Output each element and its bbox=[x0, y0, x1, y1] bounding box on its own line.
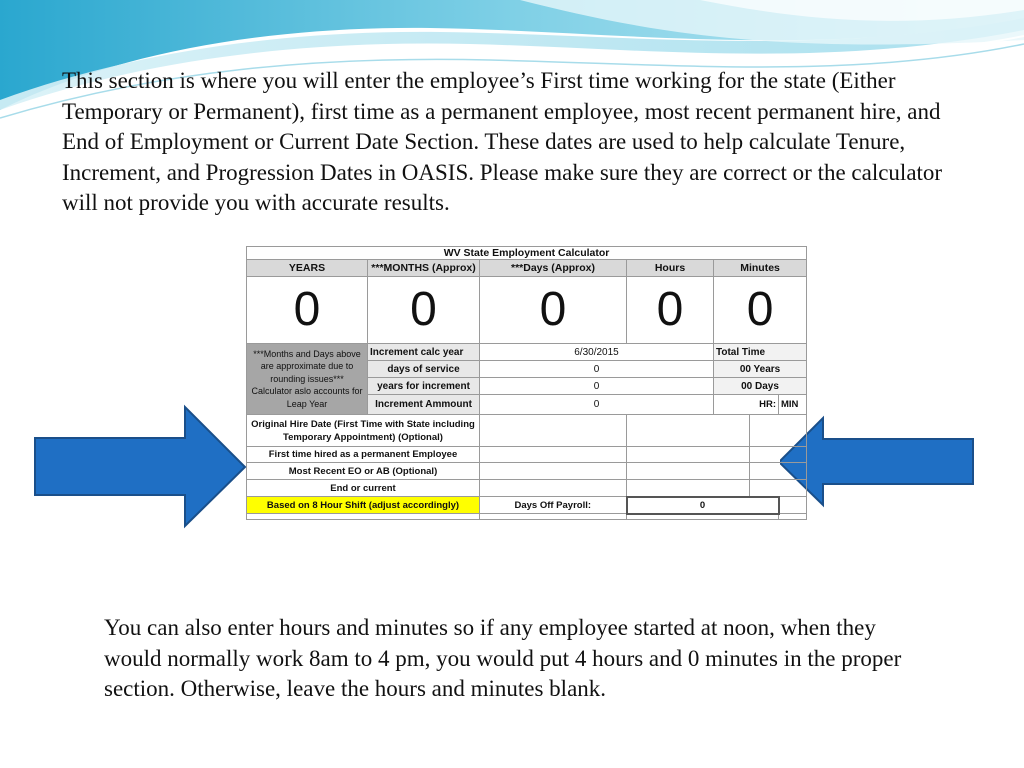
first-permanent-minutes-input[interactable] bbox=[750, 447, 807, 463]
header-days: ***Days (Approx) bbox=[480, 260, 627, 277]
days-off-spacer-cell bbox=[779, 497, 807, 514]
most-recent-eo-ab-label: Most Recent EO or AB (Optional) bbox=[247, 463, 480, 480]
blank-cell bbox=[779, 514, 807, 520]
total-days-value: 00 Days bbox=[714, 378, 807, 395]
original-hire-minutes-input[interactable] bbox=[750, 415, 807, 447]
blank-cell bbox=[627, 514, 779, 520]
days-off-payroll-input[interactable]: 0 bbox=[627, 497, 779, 514]
header-minutes: Minutes bbox=[714, 260, 807, 277]
most-recent-eo-ab-input[interactable] bbox=[480, 463, 627, 480]
blank-cell bbox=[480, 514, 627, 520]
original-hire-date-label: Original Hire Date (First Time with State including Temporary Appointment) (Optional) bbox=[247, 415, 480, 447]
blank-cell bbox=[247, 514, 480, 520]
header-months: ***MONTHS (Approx) bbox=[368, 260, 480, 277]
hr-label: HR: bbox=[714, 395, 779, 415]
min-label: MIN bbox=[779, 395, 807, 415]
hours-value: 0 bbox=[627, 277, 714, 344]
total-time-label: Total Time bbox=[714, 344, 807, 361]
original-hire-date-input[interactable] bbox=[480, 415, 627, 447]
minutes-value: 0 bbox=[714, 277, 807, 344]
most-recent-hours-input[interactable] bbox=[627, 463, 750, 480]
approximation-note: ***Months and Days above are approximate due to rounding issues*** Calculator aslo accounts for Leap Year bbox=[247, 344, 368, 415]
years-for-increment-value: 0 bbox=[480, 378, 714, 395]
hours-minutes-paragraph: You can also enter hours and minutes so if any employee started at noon, when they would normally work 8am to 4 pm, you would put 4 hours and 0 minutes in the proper section. Otherwise, leave the hours and minutes blank. bbox=[104, 615, 902, 701]
months-value: 0 bbox=[368, 277, 480, 344]
increment-amount-label: Increment Ammount bbox=[368, 395, 480, 415]
increment-calc-year-value[interactable]: 6/30/2015 bbox=[480, 344, 714, 361]
intro-paragraph: This section is where you will enter the employee’s First time working for the state (Either Temporary or Permanent), first time as a permanent employee, most recent permanent hire, and End of Employment or Current Date Section. These dates are used to help calculate Tenure, Increment, and Progression Dates in OASIS. Please make sure they are correct or the calculator will not provide you with accurate results. bbox=[62, 68, 943, 215]
first-permanent-hours-input[interactable] bbox=[627, 447, 750, 463]
first-permanent-hire-input[interactable] bbox=[480, 447, 627, 463]
end-or-current-input[interactable] bbox=[480, 480, 627, 497]
first-permanent-hire-label: First time hired as a permanent Employee bbox=[247, 447, 480, 463]
shift-basis-label: Based on 8 Hour Shift (adjust accordingly) bbox=[247, 497, 480, 514]
header-years: YEARS bbox=[247, 260, 368, 277]
years-for-increment-label: years for increment bbox=[368, 378, 480, 395]
right-arrow-icon bbox=[33, 405, 249, 529]
years-value: 0 bbox=[247, 277, 368, 344]
total-years-value: 00 Years bbox=[714, 361, 807, 378]
days-value: 0 bbox=[480, 277, 627, 344]
wv-state-employment-calculator bbox=[246, 246, 799, 524]
days-of-service-value: 0 bbox=[480, 361, 714, 378]
end-hours-input[interactable] bbox=[627, 480, 750, 497]
most-recent-minutes-input[interactable] bbox=[750, 463, 807, 480]
calculator-title: WV State Employment Calculator bbox=[247, 247, 807, 260]
original-hire-hours-input[interactable] bbox=[627, 415, 750, 447]
increment-amount-value: 0 bbox=[480, 395, 714, 415]
days-off-payroll-label: Days Off Payroll: bbox=[480, 497, 627, 514]
end-minutes-input[interactable] bbox=[750, 480, 807, 497]
header-hours: Hours bbox=[627, 260, 714, 277]
increment-calc-year-label: Increment calc year bbox=[368, 344, 480, 361]
end-or-current-label: End or current bbox=[247, 480, 480, 497]
days-of-service-label: days of service bbox=[368, 361, 480, 378]
